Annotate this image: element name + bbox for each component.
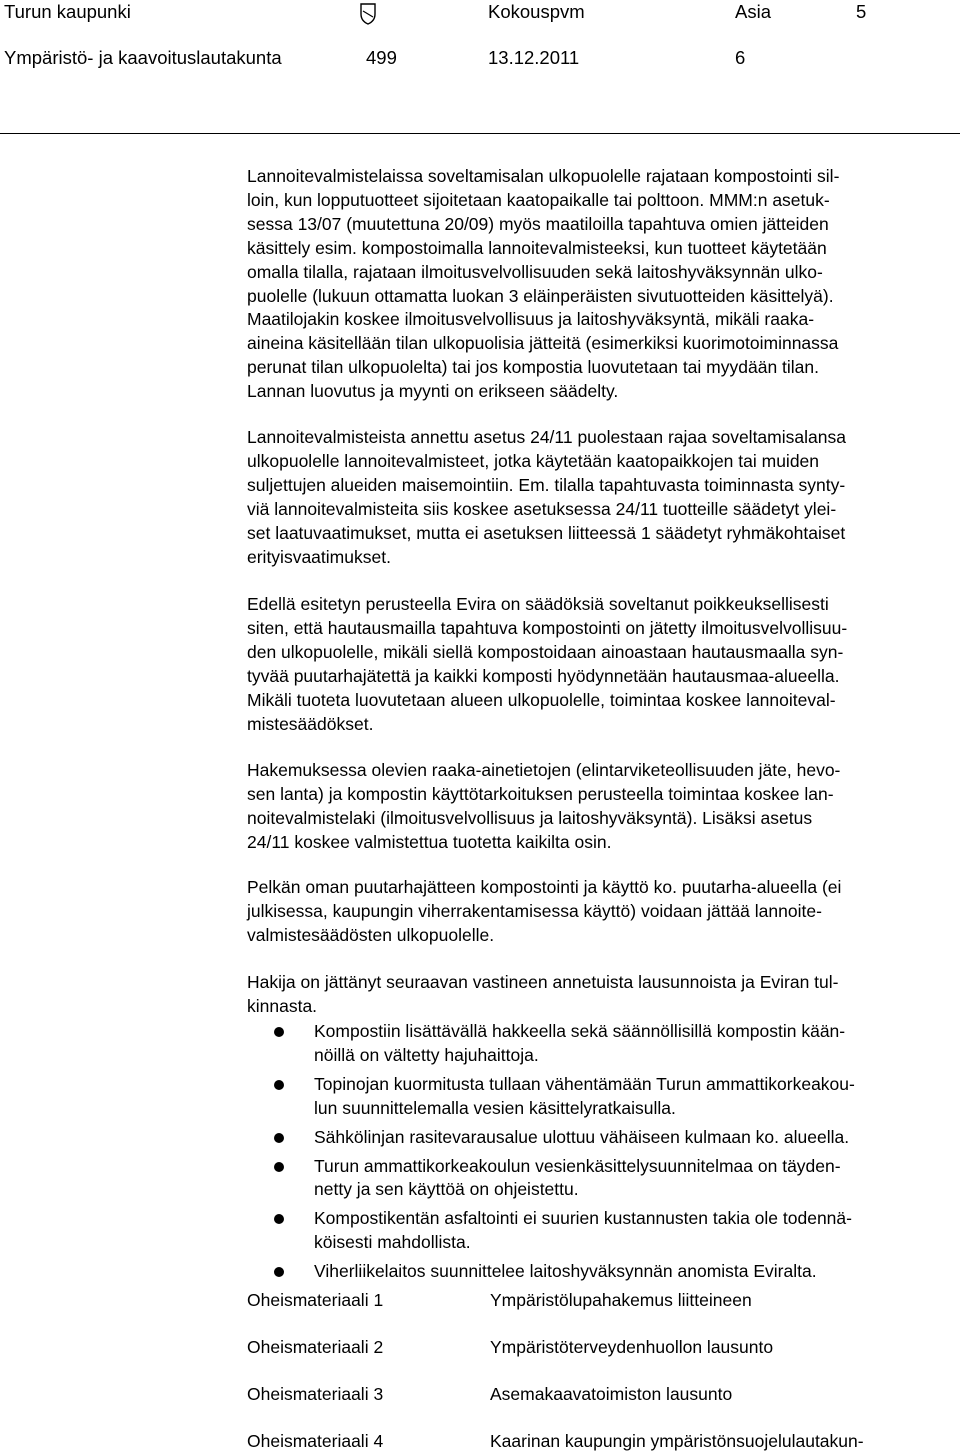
bullet-icon (274, 1214, 284, 1224)
text-line: Viherliikelaitos suunnittelee laitoshyväksynnän anomista Eviralta. (314, 1261, 817, 1282)
page-number: 5 (856, 1, 867, 22)
text-line: Edellä esitetyn perusteella Evira on säädöksiä soveltanut poikkeuksellisesti (247, 594, 829, 614)
text-line: Hakija on jättänyt seuraavan vastineen annetuista lausunnoista ja Eviran tul- (247, 972, 839, 992)
paragraph-2 (247, 426, 953, 569)
text-line: Hakemuksessa olevien raaka-ainetietojen (elintarviketeollisuuden jäte, hevo- (247, 760, 841, 780)
bullet-icon (274, 1080, 284, 1090)
list-item (247, 1126, 953, 1150)
text-line: set laatuvaatimukset, mutta ei asetuksen liitteessä 1 säädetyt ryhmäkohtaiset (247, 522, 846, 543)
text-line: nöillä on vältetty hajuhaittoja. (314, 1044, 539, 1065)
document-number: 499 (366, 47, 397, 68)
text-line: mistesäädökset. (247, 713, 374, 734)
text-line: netty ja sen käyttöä on ohjeistettu. (314, 1179, 579, 1200)
text-line: Lannoitevalmisteista annettu asetus 24/11 puolestaan rajaa soveltamisalansa (247, 427, 846, 447)
bullet-icon (274, 1027, 284, 1037)
text-line: käsittely esim. kompostoimalla lannoitevalmisteeksi, kun tuotteet käytetään (247, 237, 827, 258)
attachment-label: Oheismateriaali 1 (247, 1290, 384, 1310)
text-line: Pelkän oman puutarhajätteen kompostointi ja käyttö ko. puutarha-alueella (ei (247, 877, 842, 897)
text-line: Topinojan kuormitusta tullaan vähentämään Turun ammattikorkeakou- (314, 1073, 855, 1094)
text-line: omalla tilalla, rajataan ilmoitusvelvollisuuden sekä laitoshyväksynnän ulko- (247, 261, 823, 282)
text-line: lun suunnittelemalla vesien käsittelyratkaisulla. (314, 1097, 676, 1118)
text-line: Mikäli tuoteta luovutetaan alueen ulkopuolelle, toimintaa koskee lannoiteval- (247, 689, 836, 710)
text-line: perunat tilan ulkopuolelta) tai jos kompostia luovutetaan tai myydään tilan. (247, 357, 820, 378)
text-line: sessa 13/07 (muutettuna 20/09) myös maatiloilla tapahtuva omien jätteiden (247, 213, 829, 234)
text-line: suljettujen alueiden maisemointiin. Em. tilalla tapahtuvasta toiminnasta synty- (247, 474, 846, 495)
text-line: den ulkopuolelle, mikäli siellä kompostoidaan ainoastaan hautausmaalla syn- (247, 641, 844, 662)
attachment-description: Ympäristöterveydenhuollon lausunto (490, 1337, 774, 1357)
text-line: Kompostikentän asfaltointi ei suurien kustannusten takia ole todennä- (314, 1208, 852, 1229)
text-line: Lannan luovutus ja myynti on erikseen säädelty. (247, 381, 619, 402)
list-item (247, 1073, 953, 1121)
text-line: 24/11 koskee valmistettua tuotetta kaikilta osin. (247, 831, 612, 852)
list-item (247, 1207, 953, 1255)
text-line: Sähkölinjan rasitevarausalue ulottuu vähäiseen kulmaan ko. alueella. (314, 1126, 850, 1147)
item-number: 6 (735, 47, 746, 68)
text-line: julkisessa, kaupungin viherrakentamisessa käyttö) voidaan jättää lannoite- (247, 900, 822, 921)
bullet-icon (274, 1267, 284, 1277)
org-name: Turun kaupunki (4, 1, 131, 22)
response-bullet-list (247, 1020, 953, 1289)
city-crest-icon (360, 3, 376, 25)
paragraph-3 (247, 593, 953, 736)
text-line: puolelle (lukuun ottamatta luokan 3 eläinperäisten sivutuotteiden käsittelyä). (247, 285, 834, 306)
text-line: sen lanta) ja kompostin käyttötarkoituksen perusteella toimintaa koskee lan- (247, 783, 834, 804)
text-line: valmistesäädösten ulkopuolelle. (247, 924, 495, 945)
attachment-description: Kaarinan kaupungin ympäristönsuojelulautakun- (490, 1431, 864, 1451)
text-line: ulkopuolelle lannoitevalmisteet, jotka käytetään kaatopaikkojen tai muiden (247, 450, 820, 471)
text-line: Turun ammattikorkeakoulun vesienkäsittelysuunnitelmaa on täyden- (314, 1155, 841, 1176)
text-line: aineina käsitellään tilan ulkopuolisia jätteitä (esimerkiksi kuorimotoiminnassa (247, 333, 839, 354)
meeting-date: 13.12.2011 (488, 47, 580, 68)
text-line: Kompostiin lisättävällä hakkeella sekä säännöllisillä kompostin kään- (314, 1021, 846, 1041)
paragraph-4 (247, 759, 953, 855)
text-line: köisesti mahdollista. (314, 1232, 471, 1253)
text-line: noitevalmistelaki (ilmoitusvelvollisuus ja laitoshyväksyntä). Lisäksi asetus (247, 807, 813, 828)
attachment-description: Asemakaavatoimiston lausunto (490, 1384, 733, 1404)
committee-name: Ympäristö- ja kaavoituslautakunta (4, 47, 282, 68)
paragraph-1 (247, 165, 953, 404)
list-item (247, 1155, 953, 1203)
paragraph-6 (247, 971, 953, 1019)
attachment-label: Oheismateriaali 3 (247, 1384, 384, 1404)
list-item (247, 1020, 953, 1068)
meeting-date-label: Kokouspvm (488, 1, 585, 22)
text-line: tyvää puutarhajätettä ja kaikki komposti hyödynnetään hautausmaa-alueella. (247, 665, 840, 686)
attachment-label: Oheismateriaali 4 (247, 1431, 384, 1451)
text-line: siten, että hautausmailla tapahtuva kompostointi on jätetty ilmoitusvelvollisuu- (247, 617, 848, 638)
attachment-description: Ympäristölupahakemus liitteineen (490, 1290, 752, 1310)
item-label: Asia (735, 1, 771, 22)
header-divider (0, 133, 960, 134)
text-line: loin, kun lopputuotteet sijoitetaan kaatopaikalle tai polttoon. MMM:n asetuk- (247, 189, 830, 210)
paragraph-5 (247, 876, 953, 948)
text-line: kinnasta. (247, 995, 318, 1016)
bullet-icon (274, 1133, 284, 1143)
text-line: Lannoitevalmistelaissa soveltamisalan ulkopuolelle rajataan kompostointi sil- (247, 166, 840, 186)
list-item (247, 1260, 953, 1284)
text-line: Maatilojakin koskee ilmoitusvelvollisuus ja laitoshyväksyntä, mikäli raaka- (247, 309, 815, 330)
attachment-label: Oheismateriaali 2 (247, 1337, 384, 1357)
text-line: viä lannoitevalmisteita siis koskee asetuksessa 24/11 tuotteille säädetyt ylei- (247, 498, 837, 519)
bullet-icon (274, 1162, 284, 1172)
text-line: erityisvaatimukset. (247, 546, 391, 567)
